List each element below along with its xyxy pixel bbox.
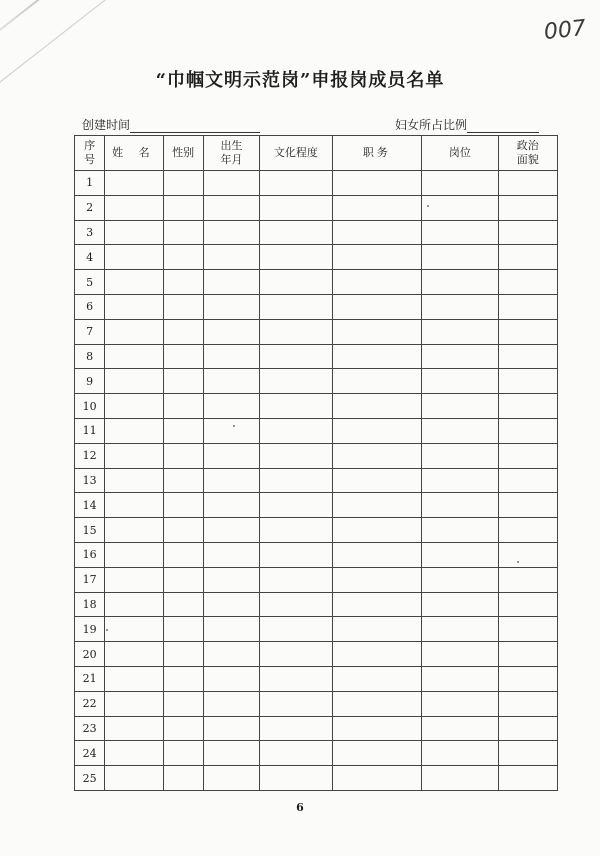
birth-cell[interactable] (203, 642, 259, 667)
table-row (75, 245, 558, 270)
name-cell[interactable] (105, 344, 163, 369)
duty-cell[interactable] (332, 369, 422, 394)
education-cell[interactable] (260, 394, 332, 419)
duty-cell[interactable] (332, 319, 422, 344)
education-cell[interactable] (260, 418, 332, 443)
gender-cell[interactable] (163, 493, 203, 518)
post-cell[interactable] (422, 493, 498, 518)
post-cell[interactable] (422, 294, 498, 319)
name-cell[interactable] (105, 294, 163, 319)
party-cell[interactable] (498, 195, 557, 220)
birth-cell[interactable] (203, 171, 259, 196)
birth-cell[interactable] (203, 518, 259, 543)
duty-cell[interactable] (332, 493, 422, 518)
gender-cell[interactable] (163, 642, 203, 667)
row-number: 17 (75, 567, 105, 592)
education-cell[interactable] (260, 542, 332, 567)
gender-cell[interactable] (163, 443, 203, 468)
document-title: “巾帼文明示范岗”申报岗成员名单 (155, 70, 445, 91)
duty-cell[interactable] (332, 220, 422, 245)
header-gender: 性别 (163, 136, 203, 171)
table-row (75, 270, 558, 295)
created-time-field (82, 116, 260, 133)
birth-cell[interactable] (203, 220, 259, 245)
education-cell[interactable] (260, 567, 332, 592)
name-cell[interactable] (105, 394, 163, 419)
gender-cell[interactable] (163, 542, 203, 567)
party-cell[interactable] (498, 344, 557, 369)
post-cell[interactable] (422, 741, 498, 766)
gender-cell[interactable] (163, 766, 203, 791)
name-cell[interactable] (105, 468, 163, 493)
birth-cell[interactable] (203, 195, 259, 220)
row-number: 14 (75, 493, 105, 518)
birth-cell[interactable] (203, 617, 259, 642)
post-cell[interactable] (422, 468, 498, 493)
duty-cell[interactable] (332, 443, 422, 468)
row-number: 6 (75, 294, 105, 319)
table-row (75, 468, 558, 493)
education-cell[interactable] (260, 369, 332, 394)
gender-cell[interactable] (163, 518, 203, 543)
post-cell[interactable] (422, 270, 498, 295)
row-number: 11 (75, 418, 105, 443)
row-number: 20 (75, 642, 105, 667)
party-cell[interactable] (498, 741, 557, 766)
created-time-blank (130, 120, 260, 133)
table-row (75, 567, 558, 592)
name-cell[interactable] (105, 319, 163, 344)
table-row (75, 617, 558, 642)
birth-cell[interactable] (203, 542, 259, 567)
row-number: 7 (75, 319, 105, 344)
education-cell[interactable] (260, 220, 332, 245)
education-cell[interactable] (260, 468, 332, 493)
gender-cell[interactable] (163, 171, 203, 196)
gender-cell[interactable] (163, 220, 203, 245)
table-row (75, 518, 558, 543)
name-cell[interactable] (105, 766, 163, 791)
party-cell[interactable] (498, 666, 557, 691)
duty-cell[interactable] (332, 567, 422, 592)
header-duty: 职务 (332, 136, 422, 171)
post-cell[interactable] (422, 344, 498, 369)
row-number: 9 (75, 369, 105, 394)
name-cell[interactable] (105, 691, 163, 716)
education-cell[interactable] (260, 294, 332, 319)
birth-cell[interactable] (203, 741, 259, 766)
women-ratio-field (395, 116, 539, 133)
gender-cell[interactable] (163, 691, 203, 716)
name-cell[interactable] (105, 716, 163, 741)
education-cell[interactable] (260, 171, 332, 196)
post-cell[interactable] (422, 443, 498, 468)
page-number: 6 (296, 801, 304, 814)
duty-cell[interactable] (332, 691, 422, 716)
duty-cell[interactable] (332, 642, 422, 667)
post-cell[interactable] (422, 418, 498, 443)
gender-cell[interactable] (163, 369, 203, 394)
education-cell[interactable] (260, 741, 332, 766)
post-cell[interactable] (422, 394, 498, 419)
birth-cell[interactable] (203, 319, 259, 344)
duty-cell[interactable] (332, 518, 422, 543)
post-cell[interactable] (422, 617, 498, 642)
post-cell[interactable] (422, 171, 498, 196)
row-number: 8 (75, 344, 105, 369)
row-number: 19 (75, 617, 105, 642)
duty-cell[interactable] (332, 171, 422, 196)
name-cell[interactable] (105, 245, 163, 270)
table-row (75, 766, 558, 791)
table-row (75, 716, 558, 741)
table-row (75, 666, 558, 691)
post-cell[interactable] (422, 220, 498, 245)
gender-cell[interactable] (163, 617, 203, 642)
fold-crease (0, 0, 165, 62)
post-cell[interactable] (422, 766, 498, 791)
party-cell[interactable] (498, 418, 557, 443)
education-cell[interactable] (260, 319, 332, 344)
row-number: 10 (75, 394, 105, 419)
gender-cell[interactable] (163, 666, 203, 691)
post-cell[interactable] (422, 567, 498, 592)
duty-cell[interactable] (332, 394, 422, 419)
duty-cell[interactable] (332, 542, 422, 567)
women-ratio-label: 妇女所占比例 (395, 118, 468, 132)
birth-cell[interactable] (203, 766, 259, 791)
education-cell[interactable] (260, 642, 332, 667)
table-row (75, 394, 558, 419)
post-cell[interactable] (422, 691, 498, 716)
name-cell[interactable] (105, 518, 163, 543)
row-number: 22 (75, 691, 105, 716)
name-cell[interactable] (105, 443, 163, 468)
party-cell[interactable] (498, 691, 557, 716)
duty-cell[interactable] (332, 344, 422, 369)
name-cell[interactable] (105, 741, 163, 766)
name-cell[interactable] (105, 171, 163, 196)
gender-cell[interactable] (163, 592, 203, 617)
name-cell[interactable] (105, 617, 163, 642)
gender-cell[interactable] (163, 319, 203, 344)
row-number: 24 (75, 741, 105, 766)
name-cell[interactable] (105, 418, 163, 443)
post-cell[interactable] (422, 369, 498, 394)
gender-cell[interactable] (163, 270, 203, 295)
birth-cell[interactable] (203, 418, 259, 443)
post-cell[interactable] (422, 245, 498, 270)
birth-cell[interactable] (203, 443, 259, 468)
gender-cell[interactable] (163, 344, 203, 369)
gender-cell[interactable] (163, 716, 203, 741)
header-education: 文化程度 (260, 136, 332, 171)
table-row (75, 443, 558, 468)
birth-cell[interactable] (203, 592, 259, 617)
duty-cell[interactable] (332, 666, 422, 691)
header-post: 岗位 (422, 136, 498, 171)
party-cell[interactable] (498, 220, 557, 245)
row-number: 4 (75, 245, 105, 270)
party-cell[interactable] (498, 518, 557, 543)
duty-cell[interactable] (332, 741, 422, 766)
name-cell[interactable] (105, 542, 163, 567)
post-cell[interactable] (422, 666, 498, 691)
party-cell[interactable] (498, 270, 557, 295)
party-cell[interactable] (498, 542, 557, 567)
post-cell[interactable] (422, 319, 498, 344)
gender-cell[interactable] (163, 195, 203, 220)
header-party: 政治 面貌 (498, 136, 557, 171)
member-roster-table (74, 135, 558, 791)
post-cell[interactable] (422, 195, 498, 220)
row-number: 21 (75, 666, 105, 691)
party-cell[interactable] (498, 369, 557, 394)
table-row (75, 691, 558, 716)
birth-cell[interactable] (203, 394, 259, 419)
duty-cell[interactable] (332, 716, 422, 741)
education-cell[interactable] (260, 617, 332, 642)
duty-cell[interactable] (332, 195, 422, 220)
post-cell[interactable] (422, 542, 498, 567)
scan-speck (233, 425, 235, 427)
table-row (75, 220, 558, 245)
education-cell[interactable] (260, 666, 332, 691)
duty-cell[interactable] (332, 592, 422, 617)
birth-cell[interactable] (203, 369, 259, 394)
post-cell[interactable] (422, 592, 498, 617)
name-cell[interactable] (105, 642, 163, 667)
table-header-row (75, 136, 558, 171)
party-cell[interactable] (498, 493, 557, 518)
education-cell[interactable] (260, 344, 332, 369)
duty-cell[interactable] (332, 468, 422, 493)
party-cell[interactable] (498, 567, 557, 592)
table-row (75, 294, 558, 319)
row-number: 15 (75, 518, 105, 543)
duty-cell[interactable] (332, 418, 422, 443)
header-name: 姓 名 (105, 136, 163, 171)
birth-cell[interactable] (203, 666, 259, 691)
birth-cell[interactable] (203, 270, 259, 295)
row-number: 12 (75, 443, 105, 468)
party-cell[interactable] (498, 716, 557, 741)
row-number: 5 (75, 270, 105, 295)
header-birth: 出生 年月 (203, 136, 259, 171)
row-number: 23 (75, 716, 105, 741)
created-time-label: 创建时间 (82, 118, 131, 132)
row-number: 1 (75, 171, 105, 196)
party-cell[interactable] (498, 766, 557, 791)
duty-cell[interactable] (332, 617, 422, 642)
education-cell[interactable] (260, 270, 332, 295)
birth-cell[interactable] (203, 716, 259, 741)
table-body (75, 171, 558, 791)
gender-cell[interactable] (163, 418, 203, 443)
name-cell[interactable] (105, 592, 163, 617)
name-cell[interactable] (105, 369, 163, 394)
handwritten-corner-number: 007 (542, 15, 588, 46)
row-number: 2 (75, 195, 105, 220)
women-ratio-blank (467, 120, 539, 133)
table-row (75, 493, 558, 518)
education-cell[interactable] (260, 716, 332, 741)
gender-cell[interactable] (163, 468, 203, 493)
party-cell[interactable] (498, 592, 557, 617)
gender-cell[interactable] (163, 741, 203, 766)
party-cell[interactable] (498, 171, 557, 196)
name-cell[interactable] (105, 666, 163, 691)
scan-speck (517, 561, 519, 563)
party-cell[interactable] (498, 294, 557, 319)
education-cell[interactable] (260, 691, 332, 716)
gender-cell[interactable] (163, 245, 203, 270)
table-row (75, 171, 558, 196)
gender-cell[interactable] (163, 394, 203, 419)
party-cell[interactable] (498, 394, 557, 419)
table-row (75, 418, 558, 443)
party-cell[interactable] (498, 443, 557, 468)
post-cell[interactable] (422, 642, 498, 667)
row-number: 16 (75, 542, 105, 567)
party-cell[interactable] (498, 468, 557, 493)
education-cell[interactable] (260, 592, 332, 617)
birth-cell[interactable] (203, 294, 259, 319)
post-cell[interactable] (422, 518, 498, 543)
birth-cell[interactable] (203, 344, 259, 369)
name-cell[interactable] (105, 493, 163, 518)
party-cell[interactable] (498, 642, 557, 667)
row-number: 18 (75, 592, 105, 617)
duty-cell[interactable] (332, 270, 422, 295)
scan-speck (427, 205, 429, 207)
post-cell[interactable] (422, 716, 498, 741)
table-row (75, 592, 558, 617)
birth-cell[interactable] (203, 567, 259, 592)
education-cell[interactable] (260, 443, 332, 468)
birth-cell[interactable] (203, 691, 259, 716)
education-cell[interactable] (260, 245, 332, 270)
table-row (75, 741, 558, 766)
table-row (75, 369, 558, 394)
duty-cell[interactable] (332, 766, 422, 791)
table-row (75, 542, 558, 567)
education-cell[interactable] (260, 493, 332, 518)
header-seq: 序 号 (75, 136, 105, 171)
table-row (75, 344, 558, 369)
birth-cell[interactable] (203, 245, 259, 270)
table-row (75, 195, 558, 220)
row-number: 13 (75, 468, 105, 493)
birth-cell[interactable] (203, 493, 259, 518)
party-cell[interactable] (498, 319, 557, 344)
table-row (75, 642, 558, 667)
gender-cell[interactable] (163, 567, 203, 592)
row-number: 3 (75, 220, 105, 245)
duty-cell[interactable] (332, 245, 422, 270)
education-cell[interactable] (260, 518, 332, 543)
birth-cell[interactable] (203, 468, 259, 493)
party-cell[interactable] (498, 617, 557, 642)
party-cell[interactable] (498, 245, 557, 270)
name-cell[interactable] (105, 195, 163, 220)
education-cell[interactable] (260, 766, 332, 791)
duty-cell[interactable] (332, 294, 422, 319)
scan-speck (106, 629, 108, 631)
gender-cell[interactable] (163, 294, 203, 319)
name-cell[interactable] (105, 567, 163, 592)
name-cell[interactable] (105, 270, 163, 295)
education-cell[interactable] (260, 195, 332, 220)
row-number: 25 (75, 766, 105, 791)
table-row (75, 319, 558, 344)
name-cell[interactable] (105, 220, 163, 245)
